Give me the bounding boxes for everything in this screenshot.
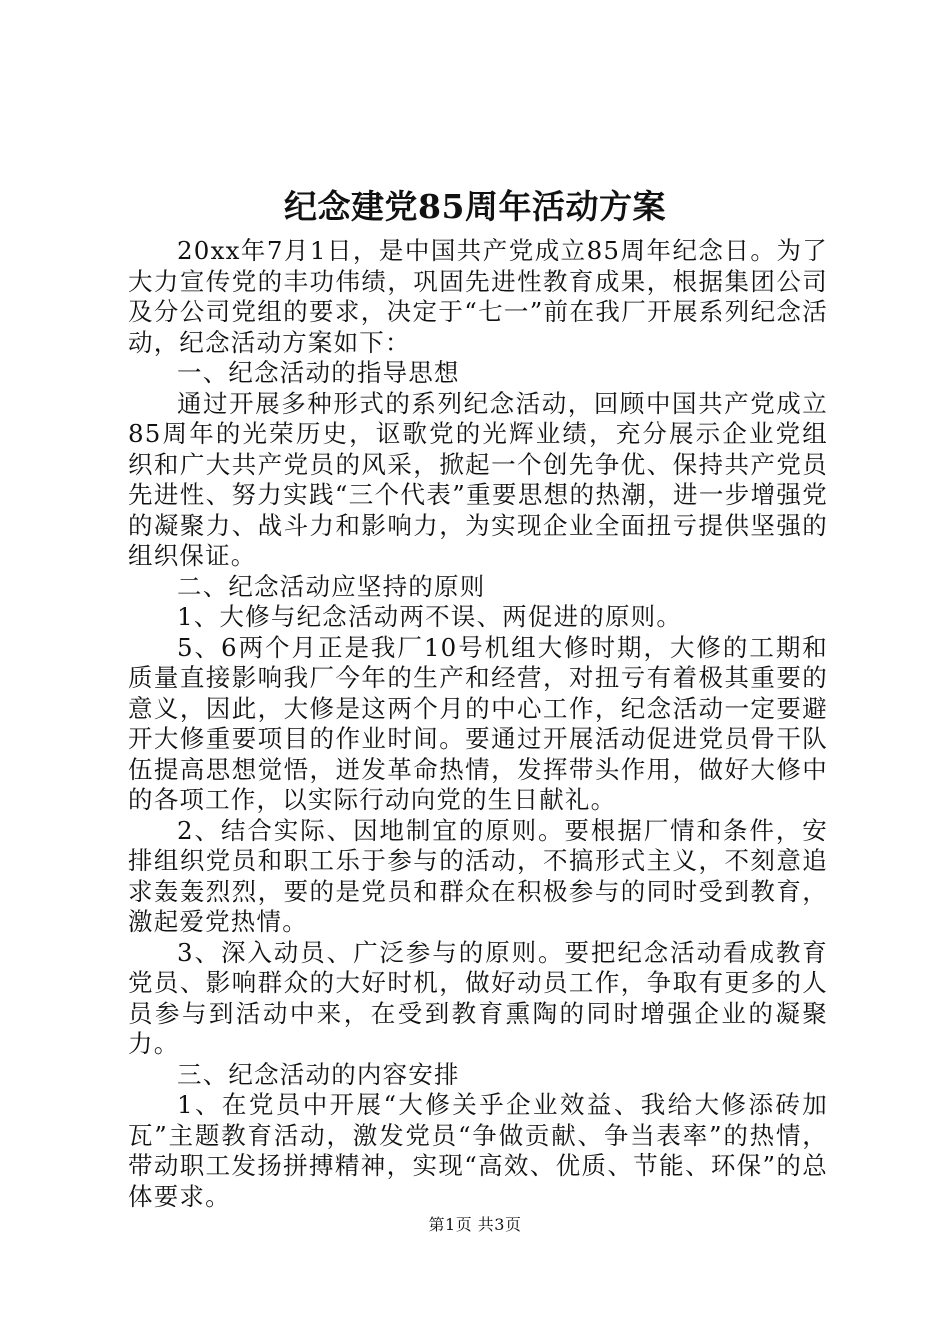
- content-1-paragraph: 1、在党员中开展“大修关乎企业效益、我给大修添砖加瓦”主题教育活动，激发党员“争做贡献、争当表率”的热情，带动职工发扬拼搏精神，实现“高效、优质、节能、环保”的总体要求。: [128, 1090, 828, 1211]
- document-body: [128, 236, 828, 1212]
- page-footer: 第1页 共3页: [428, 1215, 522, 1234]
- principle-3-paragraph: 3、深入动员、广泛参与的原则。要把纪念活动看成教育党员、影响群众的大好时机，做好动员工作，争取有更多的人员参与到活动中来，在受到教育熏陶的同时增强企业的凝聚力。: [128, 937, 828, 1058]
- section-heading-1: 一、纪念活动的指导思想: [177, 358, 460, 387]
- intro-paragraph: 20xx年7月1日，是中国共产党成立85周年纪念日。为了大力宣传党的丰功伟绩，巩固先进性教育成果，根据集团公司及分公司党组的要求，决定于“七一”前在我厂开展系列纪念活动，纪念活动方案如下：: [128, 236, 828, 357]
- section-heading-2: 二、纪念活动应坚持的原则: [177, 571, 486, 601]
- principle-1-paragraph: 1、大修与纪念活动两不误、两促进的原则。: [177, 602, 683, 631]
- guiding-ideology-paragraph: 通过开展多种形式的系列纪念活动，回顾中国共产党成立85周年的光荣历史，讴歌党的光辉业绩，充分展示企业党组织和广大共产党员的风采，掀起一个创先争优、保持共产党员先进性、努力实践“三个代表”重要思想的热潮，进一步增强党的凝聚力、战斗力和影响力，为实现企业全面扭亏提供坚强的组织保证。: [128, 388, 828, 570]
- document-title: 纪念建党85周年活动方案: [284, 187, 666, 226]
- section-heading-3: 三、纪念活动的内容安排: [177, 1059, 460, 1089]
- principle-2-paragraph: 2、结合实际、因地制宜的原则。要根据厂情和条件，安排组织党员和职工乐于参与的活动，不搞形式主义，不刻意追求轰轰烈烈，要的是党员和群众在积极参与的同时受到教育，激起爱党热情。: [128, 815, 828, 936]
- overhaul-paragraph: 5、6两个月正是我厂10号机组大修时期，大修的工期和质量直接影响我厂今年的生产和经营，对扭亏有着极其重要的意义，因此，大修是这两个月的中心工作，纪念活动一定要避开大修重要项目的作业时间。要通过开展活动促进党员骨干队伍提高思想觉悟，迸发革命热情，发挥带头作用，做好大修中的各项工作，以实际行动向党的生日献礼。: [128, 632, 828, 814]
